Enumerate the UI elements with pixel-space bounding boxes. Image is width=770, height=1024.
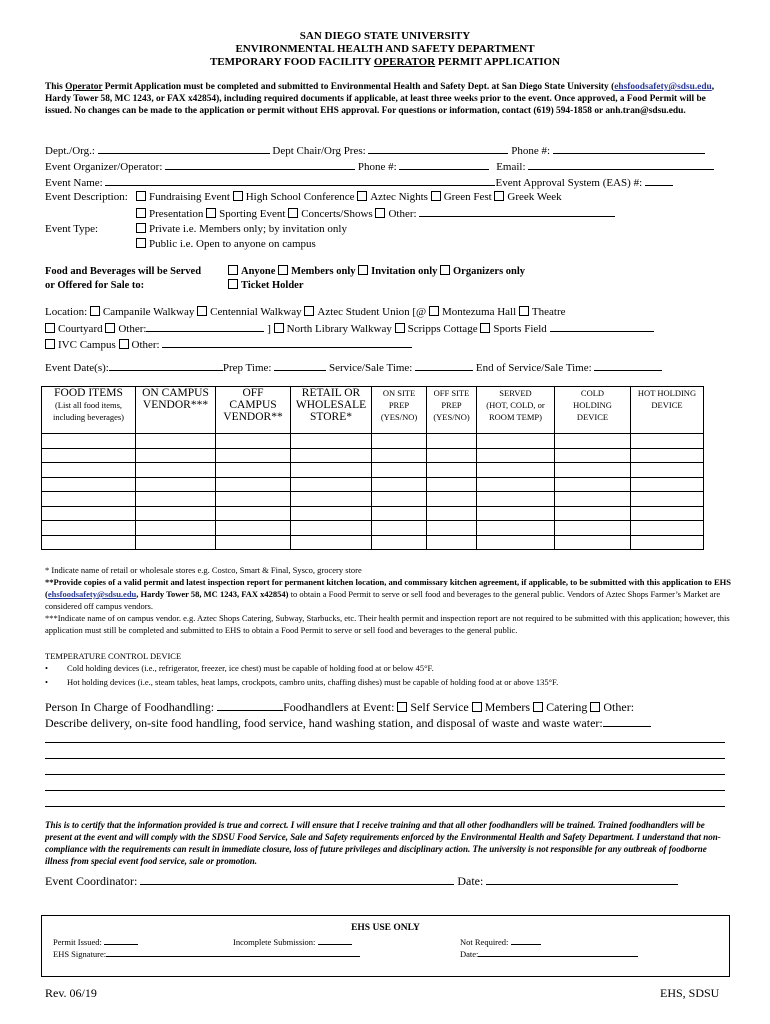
dept-label: Dept./Org.: xyxy=(45,145,95,157)
event-name-label: Event Name: xyxy=(45,177,103,189)
event-name-field[interactable] xyxy=(105,175,495,186)
describe-line-1[interactable] xyxy=(45,742,725,743)
food-table-body xyxy=(42,434,704,550)
table-row xyxy=(42,535,704,550)
checkbox-members-only[interactable] xyxy=(278,265,288,275)
table-cell[interactable] xyxy=(631,477,704,492)
description-other-field[interactable] xyxy=(419,206,615,217)
table-cell[interactable] xyxy=(631,492,704,507)
permit-issued-field[interactable] xyxy=(104,936,138,945)
table-cell[interactable] xyxy=(291,492,372,507)
prep-time-field[interactable] xyxy=(274,360,326,371)
not-required-field[interactable] xyxy=(511,936,541,945)
incomplete-row: Incomplete Submission: xyxy=(233,936,352,947)
table-cell[interactable] xyxy=(372,477,427,492)
table-cell[interactable] xyxy=(372,521,427,536)
table-cell[interactable] xyxy=(372,492,427,507)
table-cell[interactable] xyxy=(477,521,555,536)
table-cell[interactable] xyxy=(477,434,555,449)
end-service-field[interactable] xyxy=(594,360,662,371)
checkbox-concerts-shows[interactable] xyxy=(288,208,298,218)
ehs-date-row: Date: xyxy=(460,948,638,959)
checkbox-catering[interactable] xyxy=(533,702,543,712)
table-row xyxy=(42,434,704,449)
prep-time-label: Prep Time: xyxy=(222,362,272,374)
table-cell[interactable] xyxy=(372,434,427,449)
eas-label: Event Approval System (EAS) #: xyxy=(495,177,643,189)
table-cell[interactable] xyxy=(631,434,704,449)
table-cell[interactable] xyxy=(555,506,631,521)
food-items-table xyxy=(41,386,704,550)
note-email-link[interactable]: ehsfoodsafety@sdsu.edu xyxy=(47,589,137,599)
table-header-row xyxy=(42,387,704,434)
table-cell[interactable] xyxy=(477,535,555,550)
table-cell[interactable] xyxy=(372,448,427,463)
checkbox-sporting-event[interactable] xyxy=(206,208,216,218)
served-label-1: Food and Beverages will be Served xyxy=(45,266,202,277)
event-dates-label: Event Date(s): xyxy=(45,362,109,374)
table-cell[interactable] xyxy=(477,448,555,463)
event-name-row xyxy=(45,175,673,190)
organizer-label: Event Organizer/Operator: xyxy=(45,161,163,173)
intro-paragraph: This Operator Permit Application must be completed and submitted to Environmental Health and Safety Dept. at San Diego State University (ehsfoodsafety@sdsu.edu, Hardy Tower 58, MC 1243, or FAX x42854), including required documents if applicable, at least three weeks prior to the event. Once approved, a Food Permit will be issued. No changes can be made to the application or permit without EHS approval. For questions or information, contact (619) 594-1858 or anh.tran@sdsu.edu. xyxy=(45,82,715,116)
eas-field[interactable] xyxy=(645,175,673,186)
checkbox-north-library-walkway[interactable] xyxy=(274,323,284,333)
email-label: Email: xyxy=(496,161,526,173)
ehs-email-link[interactable]: ehsfoodsafety@sdsu.edu xyxy=(614,82,712,92)
table-cell[interactable] xyxy=(372,506,427,521)
describe-field-start[interactable] xyxy=(603,716,651,727)
table-cell[interactable] xyxy=(216,521,291,536)
header-form-title: TEMPORARY FOOD FACILITY OPERATOR PERMIT APPLICATION xyxy=(209,56,561,68)
incomplete-field[interactable] xyxy=(318,936,352,945)
table-row xyxy=(42,463,704,478)
checkbox-green-fest[interactable] xyxy=(431,191,441,201)
event-type-label: Event Type: xyxy=(45,223,99,235)
dates-row xyxy=(45,360,662,375)
checkbox-presentation[interactable] xyxy=(136,208,146,218)
table-row xyxy=(42,506,704,521)
table-cell[interactable] xyxy=(477,463,555,478)
dept-field[interactable] xyxy=(98,143,270,154)
table-cell[interactable] xyxy=(216,492,291,507)
table-cell[interactable] xyxy=(631,463,704,478)
ehs-date-field[interactable] xyxy=(478,948,638,957)
location-label: Location: xyxy=(45,306,88,318)
service-time-label: Service/Sale Time: xyxy=(328,362,413,374)
table-cell[interactable] xyxy=(136,463,216,478)
sports-field-field[interactable] xyxy=(550,321,654,332)
table-cell[interactable] xyxy=(216,463,291,478)
checkbox-sports-field[interactable] xyxy=(480,323,490,333)
table-row xyxy=(42,477,704,492)
event-coordinator-field[interactable] xyxy=(140,874,454,885)
table-cell[interactable] xyxy=(216,434,291,449)
checkbox-greek-week[interactable] xyxy=(494,191,504,201)
table-cell[interactable] xyxy=(291,506,372,521)
table-cell[interactable] xyxy=(136,506,216,521)
table-cell[interactable] xyxy=(477,477,555,492)
temperature-bullet-hot: • Hot holding devices (i.e., steam tables, heat lamps, crockpots, cambro units, chaffing dishes) must be capable of holding food at or above 135°F. xyxy=(45,677,559,687)
table-row xyxy=(42,448,704,463)
table-cell[interactable] xyxy=(372,463,427,478)
col-off-site-prep: OFF SITE PREP (YES/NO) xyxy=(427,387,477,434)
checkbox-fundraising[interactable] xyxy=(136,191,146,201)
table-cell[interactable] xyxy=(136,477,216,492)
event-type-private: Private i.e. Members only; by invitation only xyxy=(136,222,347,236)
describe-line-2[interactable] xyxy=(45,758,725,759)
phone-label: Phone #: xyxy=(511,145,551,157)
revision-label: Rev. 06/19 xyxy=(45,986,97,1000)
describe-label: Describe delivery, on-site food handling, food service, hand washing station, and disposal of waste and waste water: xyxy=(45,716,603,730)
chair-label: Dept Chair/Org Pres: xyxy=(272,145,366,157)
location-row3: IVC Campus Other: xyxy=(45,337,412,352)
organizer-field[interactable] xyxy=(165,159,355,170)
table-cell[interactable] xyxy=(427,477,477,492)
table-cell[interactable] xyxy=(631,521,704,536)
table-cell[interactable] xyxy=(427,521,477,536)
dept-row xyxy=(45,143,705,158)
ehs-use-only-box xyxy=(41,915,730,977)
table-cell[interactable] xyxy=(42,463,136,478)
checkbox-private[interactable] xyxy=(136,223,146,233)
table-cell[interactable] xyxy=(555,521,631,536)
table-cell[interactable] xyxy=(555,492,631,507)
checkbox-anyone[interactable] xyxy=(228,265,238,275)
table-cell[interactable] xyxy=(291,463,372,478)
description-options-row1: Fundraising Event High School Conference Aztec Nights Green Fest Greek Week xyxy=(136,190,562,204)
signature-date-label: Date: xyxy=(457,874,484,888)
table-cell[interactable] xyxy=(42,477,136,492)
table-cell[interactable] xyxy=(555,477,631,492)
served-options-row2: Ticket Holder xyxy=(228,279,304,293)
table-cell[interactable] xyxy=(42,506,136,521)
table-cell[interactable] xyxy=(555,535,631,550)
table-cell[interactable] xyxy=(555,463,631,478)
table-cell[interactable] xyxy=(216,448,291,463)
event-type-public: Public i.e. Open to anyone on campus xyxy=(136,237,316,251)
table-cell[interactable] xyxy=(631,448,704,463)
footer-org: EHS, SDSU xyxy=(660,986,720,1000)
table-cell[interactable] xyxy=(555,448,631,463)
temperature-bullet-cold: • Cold holding devices (i.e., refrigerator, freezer, ice chest) must be capable of holding food at or below 45°F. xyxy=(45,663,434,673)
table-cell[interactable] xyxy=(216,506,291,521)
end-service-label: End of Service/Sale Time: xyxy=(475,362,592,374)
temperature-title: TEMPERATURE CONTROL DEVICE xyxy=(45,651,182,661)
organizer-row xyxy=(45,159,714,174)
dept-phone-field[interactable] xyxy=(553,143,705,154)
col-off-campus-vendor: OFF CAMPUS VENDOR** xyxy=(216,387,291,434)
location-row2: Courtyard Other: ] North Library Walkway Scripps Cottage Sports Field xyxy=(45,321,654,336)
table-cell[interactable] xyxy=(427,448,477,463)
table-cell[interactable] xyxy=(291,434,372,449)
describe-line-3[interactable] xyxy=(45,774,725,775)
col-cold-holding: COLD HOLDING DEVICE xyxy=(555,387,631,434)
checkbox-handling-other[interactable] xyxy=(590,702,600,712)
table-cell[interactable] xyxy=(427,506,477,521)
header-university: SAN DIEGO STATE UNIVERSITY xyxy=(299,30,471,42)
signature-row xyxy=(45,874,678,888)
checkbox-high-school-conference[interactable] xyxy=(233,191,243,201)
person-in-charge-label: Person In Charge of Foodhandling: xyxy=(45,700,215,714)
checkbox-ivc-other[interactable] xyxy=(119,339,129,349)
table-row xyxy=(42,521,704,536)
header-department: ENVIRONMENTAL HEALTH AND SAFETY DEPARTMENT xyxy=(235,43,535,55)
describe-line-4[interactable] xyxy=(45,790,725,791)
col-retail-wholesale: RETAIL OR WHOLESALE STORE* xyxy=(291,387,372,434)
checkbox-organizers-only[interactable] xyxy=(440,265,450,275)
col-hot-holding: HOT HOLDING DEVICE xyxy=(631,387,704,434)
describe-line-5[interactable] xyxy=(45,806,725,807)
organizer-phone-field[interactable] xyxy=(399,159,489,170)
served-label-2: or Offered for Sale to: xyxy=(45,280,145,291)
certification-statement: This is to certify that the information provided is true and correct. I will ensure that I receive training and that all other foodhandlers will be trained. Trained foodhandlers will be present at the event and will comply with the SDSU Food Service, Sale and Safety requirements enforced by the Environmental Health and Safety Department. I understand that non-compliance with the requirements can result in immediate closure, loss of future privileges and disciplinary action. The university is not responsible for any outbreak of foodborne illness from special event food service, sale or promotion. xyxy=(45,820,721,866)
note-off-campus: **Provide copies of a valid permit and latest inspection report for permanent kitchen location, and commissary kitchen agreement, if applicable, to be submitted with this application to EHS (ehsfoodsafety@sdsu.edu, Hardy Tower 58, MC 1243, FAX x42854) to obtain a Food Permit to serve or sell food and beverages to the general public. Vendors of Aztec Shops Farmer’s Market are considered off campus vendors. xyxy=(45,577,731,611)
ivc-other-field[interactable] xyxy=(162,337,412,348)
checkbox-invitation-only[interactable] xyxy=(358,265,368,275)
permit-issued-row: Permit Issued: xyxy=(53,936,138,947)
location-row1: Location: Campanile Walkway Centennial Walkway Aztec Student Union [@ Montezuma Hall Theatre xyxy=(45,306,566,318)
table-cell[interactable] xyxy=(291,477,372,492)
table-cell[interactable] xyxy=(42,521,136,536)
table-cell[interactable] xyxy=(136,434,216,449)
col-served: SERVED (HOT, COLD, or ROOM TEMP) xyxy=(477,387,555,434)
table-cell[interactable] xyxy=(42,434,136,449)
checkbox-ivc-campus[interactable] xyxy=(45,339,55,349)
table-cell[interactable] xyxy=(477,506,555,521)
table-cell[interactable] xyxy=(42,492,136,507)
table-cell[interactable] xyxy=(291,521,372,536)
chair-field[interactable] xyxy=(368,143,508,154)
service-time-field[interactable] xyxy=(415,360,473,371)
email-field[interactable] xyxy=(528,159,714,170)
location-other-field[interactable] xyxy=(146,321,264,332)
table-cell[interactable] xyxy=(136,448,216,463)
checkbox-ticket-holder[interactable] xyxy=(228,279,238,289)
event-coordinator-label: Event Coordinator: xyxy=(45,874,138,888)
table-cell[interactable] xyxy=(427,434,477,449)
signature-date-field[interactable] xyxy=(486,874,678,885)
table-cell[interactable] xyxy=(477,492,555,507)
checkbox-scripps-cottage[interactable] xyxy=(395,323,405,333)
person-in-charge-row: Person In Charge of Foodhandling: Foodhandlers at Event: Self Service Members Catering Other: xyxy=(45,700,635,714)
table-cell[interactable] xyxy=(136,492,216,507)
checkbox-centennial-walkway[interactable] xyxy=(197,306,207,316)
checkbox-montezuma-hall[interactable] xyxy=(429,306,439,316)
table-cell[interactable] xyxy=(291,535,372,550)
table-cell[interactable] xyxy=(631,535,704,550)
checkbox-aztec-student-union[interactable] xyxy=(304,306,314,316)
event-dates-field[interactable] xyxy=(109,360,223,371)
checkbox-description-other[interactable] xyxy=(375,208,385,218)
checkbox-members[interactable] xyxy=(472,702,482,712)
col-on-site-prep: ON SITE PREP (YES/NO) xyxy=(372,387,427,434)
checkbox-aztec-nights[interactable] xyxy=(357,191,367,201)
describe-row xyxy=(45,716,651,730)
checkbox-campanile-walkway[interactable] xyxy=(90,306,100,316)
checkbox-location-other[interactable] xyxy=(105,323,115,333)
table-cell[interactable] xyxy=(631,506,704,521)
ehs-signature-row: EHS Signature: xyxy=(53,948,360,959)
table-cell[interactable] xyxy=(291,448,372,463)
table-cell[interactable] xyxy=(216,477,291,492)
table-cell[interactable] xyxy=(427,492,477,507)
ehs-signature-field[interactable] xyxy=(106,948,360,957)
col-food-items: FOOD ITEMS (List all food items, including beverages) xyxy=(42,387,136,434)
table-cell[interactable] xyxy=(216,535,291,550)
table-cell[interactable] xyxy=(427,535,477,550)
checkbox-courtyard[interactable] xyxy=(45,323,55,333)
table-cell[interactable] xyxy=(42,535,136,550)
checkbox-public[interactable] xyxy=(136,238,146,248)
description-options-row2: Presentation Sporting Event Concerts/Shows Other: xyxy=(136,206,615,221)
table-cell[interactable] xyxy=(372,535,427,550)
table-cell[interactable] xyxy=(136,521,216,536)
organizer-phone-label: Phone #: xyxy=(357,161,397,173)
not-required-row: Not Required: xyxy=(460,936,541,947)
table-cell[interactable] xyxy=(555,434,631,449)
note-on-campus: ***Indicate name of on campus vendor. e.g. Aztec Shops Catering, Subway, Starbucks, etc. Their health permit and inspection report are not required to be submitted with this application; however, this application must still be completed and submitted to EHS to obtain a Food Permit to serve or sell food and beverages to the general public. xyxy=(45,613,730,635)
checkbox-theatre[interactable] xyxy=(519,306,529,316)
ehs-use-only-title: EHS USE ONLY xyxy=(351,923,420,933)
description-label: Event Description: xyxy=(45,191,128,203)
foodhandlers-label: Foodhandlers at Event: xyxy=(283,700,395,714)
person-in-charge-field[interactable] xyxy=(217,700,283,711)
checkbox-self-service[interactable] xyxy=(397,702,407,712)
table-cell[interactable] xyxy=(136,535,216,550)
served-options-row1: Anyone Members only Invitation only Organizers only xyxy=(228,265,525,279)
note-retail: * Indicate name of retail or wholesale stores e.g. Costco, Smart & Final, Sysco, grocery store xyxy=(45,565,362,575)
table-cell[interactable] xyxy=(427,463,477,478)
table-cell[interactable] xyxy=(42,448,136,463)
col-on-campus-vendor: ON CAMPUS VENDOR*** xyxy=(136,387,216,434)
description-row xyxy=(45,190,128,204)
table-row xyxy=(42,492,704,507)
